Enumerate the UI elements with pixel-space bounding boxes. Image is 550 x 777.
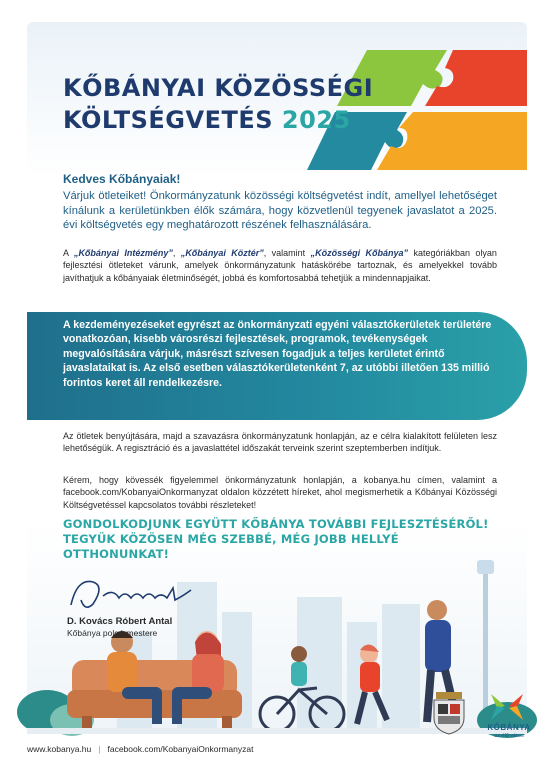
kobanya-logo-icon — [489, 692, 525, 722]
title-line-2-text: KÖLTSÉGVETÉS — [63, 106, 274, 134]
submission-paragraph: Az ötletek benyújtására, majd a szavazásra önkormányzatunk honlapján, az e célra kialakított felületen lesz lehetőségük. A regisztráció és a javaslattétel időszakát terveink szerint szeptemberben indítjuk. — [63, 431, 497, 454]
categories-paragraph — [63, 247, 497, 284]
category-kozter: „Kőbányai Köztér” — [180, 248, 264, 258]
coat-of-arms-icon — [432, 692, 466, 734]
street-lamp — [477, 560, 494, 712]
title-line-2 — [63, 104, 363, 136]
title-year: 2025 — [281, 106, 351, 134]
category-intezmeny: „Kőbányai Intézmény” — [73, 248, 173, 258]
footer-facebook-link[interactable]: facebook.com/KobanyaiOnkormanyzat — [107, 744, 254, 754]
signature-image — [63, 570, 203, 615]
footer-website-link[interactable]: www.kobanya.hu — [27, 744, 92, 754]
brand-name: KŐBÁNYA — [487, 723, 531, 732]
intro-paragraph: Várjuk ötleteiket! Önkormányzatunk közösségi költségvetést indít, amellyel lehetőséget kínálunk a kerületünkben élők számára, hogy közvetlenül tegyenek javaslatot a 2025. évi költségvetés egy meghatározott részének felhasználására. — [63, 190, 497, 231]
categories-sep-1: , — [172, 248, 176, 258]
slogan-line-2: TEGYÜK KÖZÖSEN MÉG SZEBBÉ, MÉG JOBB HELLYÉ OTTHONUNKAT! — [63, 532, 399, 561]
categories-sep-2: , valamint — [263, 248, 306, 258]
signature-role: Kőbánya polgármestere — [67, 628, 158, 638]
page-title — [63, 72, 374, 136]
footer — [27, 742, 253, 756]
poster — [27, 22, 531, 739]
signature-name: D. Kovács Róbert Antal — [67, 616, 173, 627]
footer-separator: | — [98, 744, 101, 754]
title-line-1: KŐBÁNYAI KÖZÖSSÉGI — [63, 74, 374, 102]
brand-tagline: az élő város — [494, 733, 524, 739]
categories-post: kategóriákban olyan fejlesztési ötleteket várunk, amelyek önkormányzatunk hatáskörébe tartoznak, és amelyekkel tovább javíthatjuk a kőbányaiak életminőségét, jobbá és komfortosabbá tehetjük a mindennapjaikat. — [63, 248, 497, 283]
category-kozossegi: „Közösségi Kőbánya” — [310, 248, 409, 258]
highlight-paragraph: A kezdeményezéseket egyrészt az önkormányzati egyéni választókerületek területére vonatkozóan, kisebb városrészi fejlesztések, programok, tevékenységek megvalósítására várjuk, másrészt szívesen fogadjuk a teljes kerületet érintő javaslataikat is. Az első esetben választókerületenként 7, az utóbbi illetően 135 millió forintos keret áll rendelkezésre. — [63, 319, 492, 389]
follow-paragraph: Kérem, hogy kövessék figyelemmel önkormányzatunk honlapján, a kobanya.hu címen, valamint a facebook.com/KobanyaiOnkormanyzat oldalon közzétett híreket, ahol megismerhetik a Kőbányai Közösségi Költségvetéssel kapcsolatos további részleteket! — [63, 475, 497, 510]
categories-pre: A — [63, 248, 69, 258]
greeting: Kedves Kőbányaiak! — [63, 172, 181, 186]
slogan-line-1: GONDOLKODJUNK EGYÜTT KŐBÁNYA TOVÁBBI FEJLESZTÉSÉRŐL! — [63, 517, 489, 531]
